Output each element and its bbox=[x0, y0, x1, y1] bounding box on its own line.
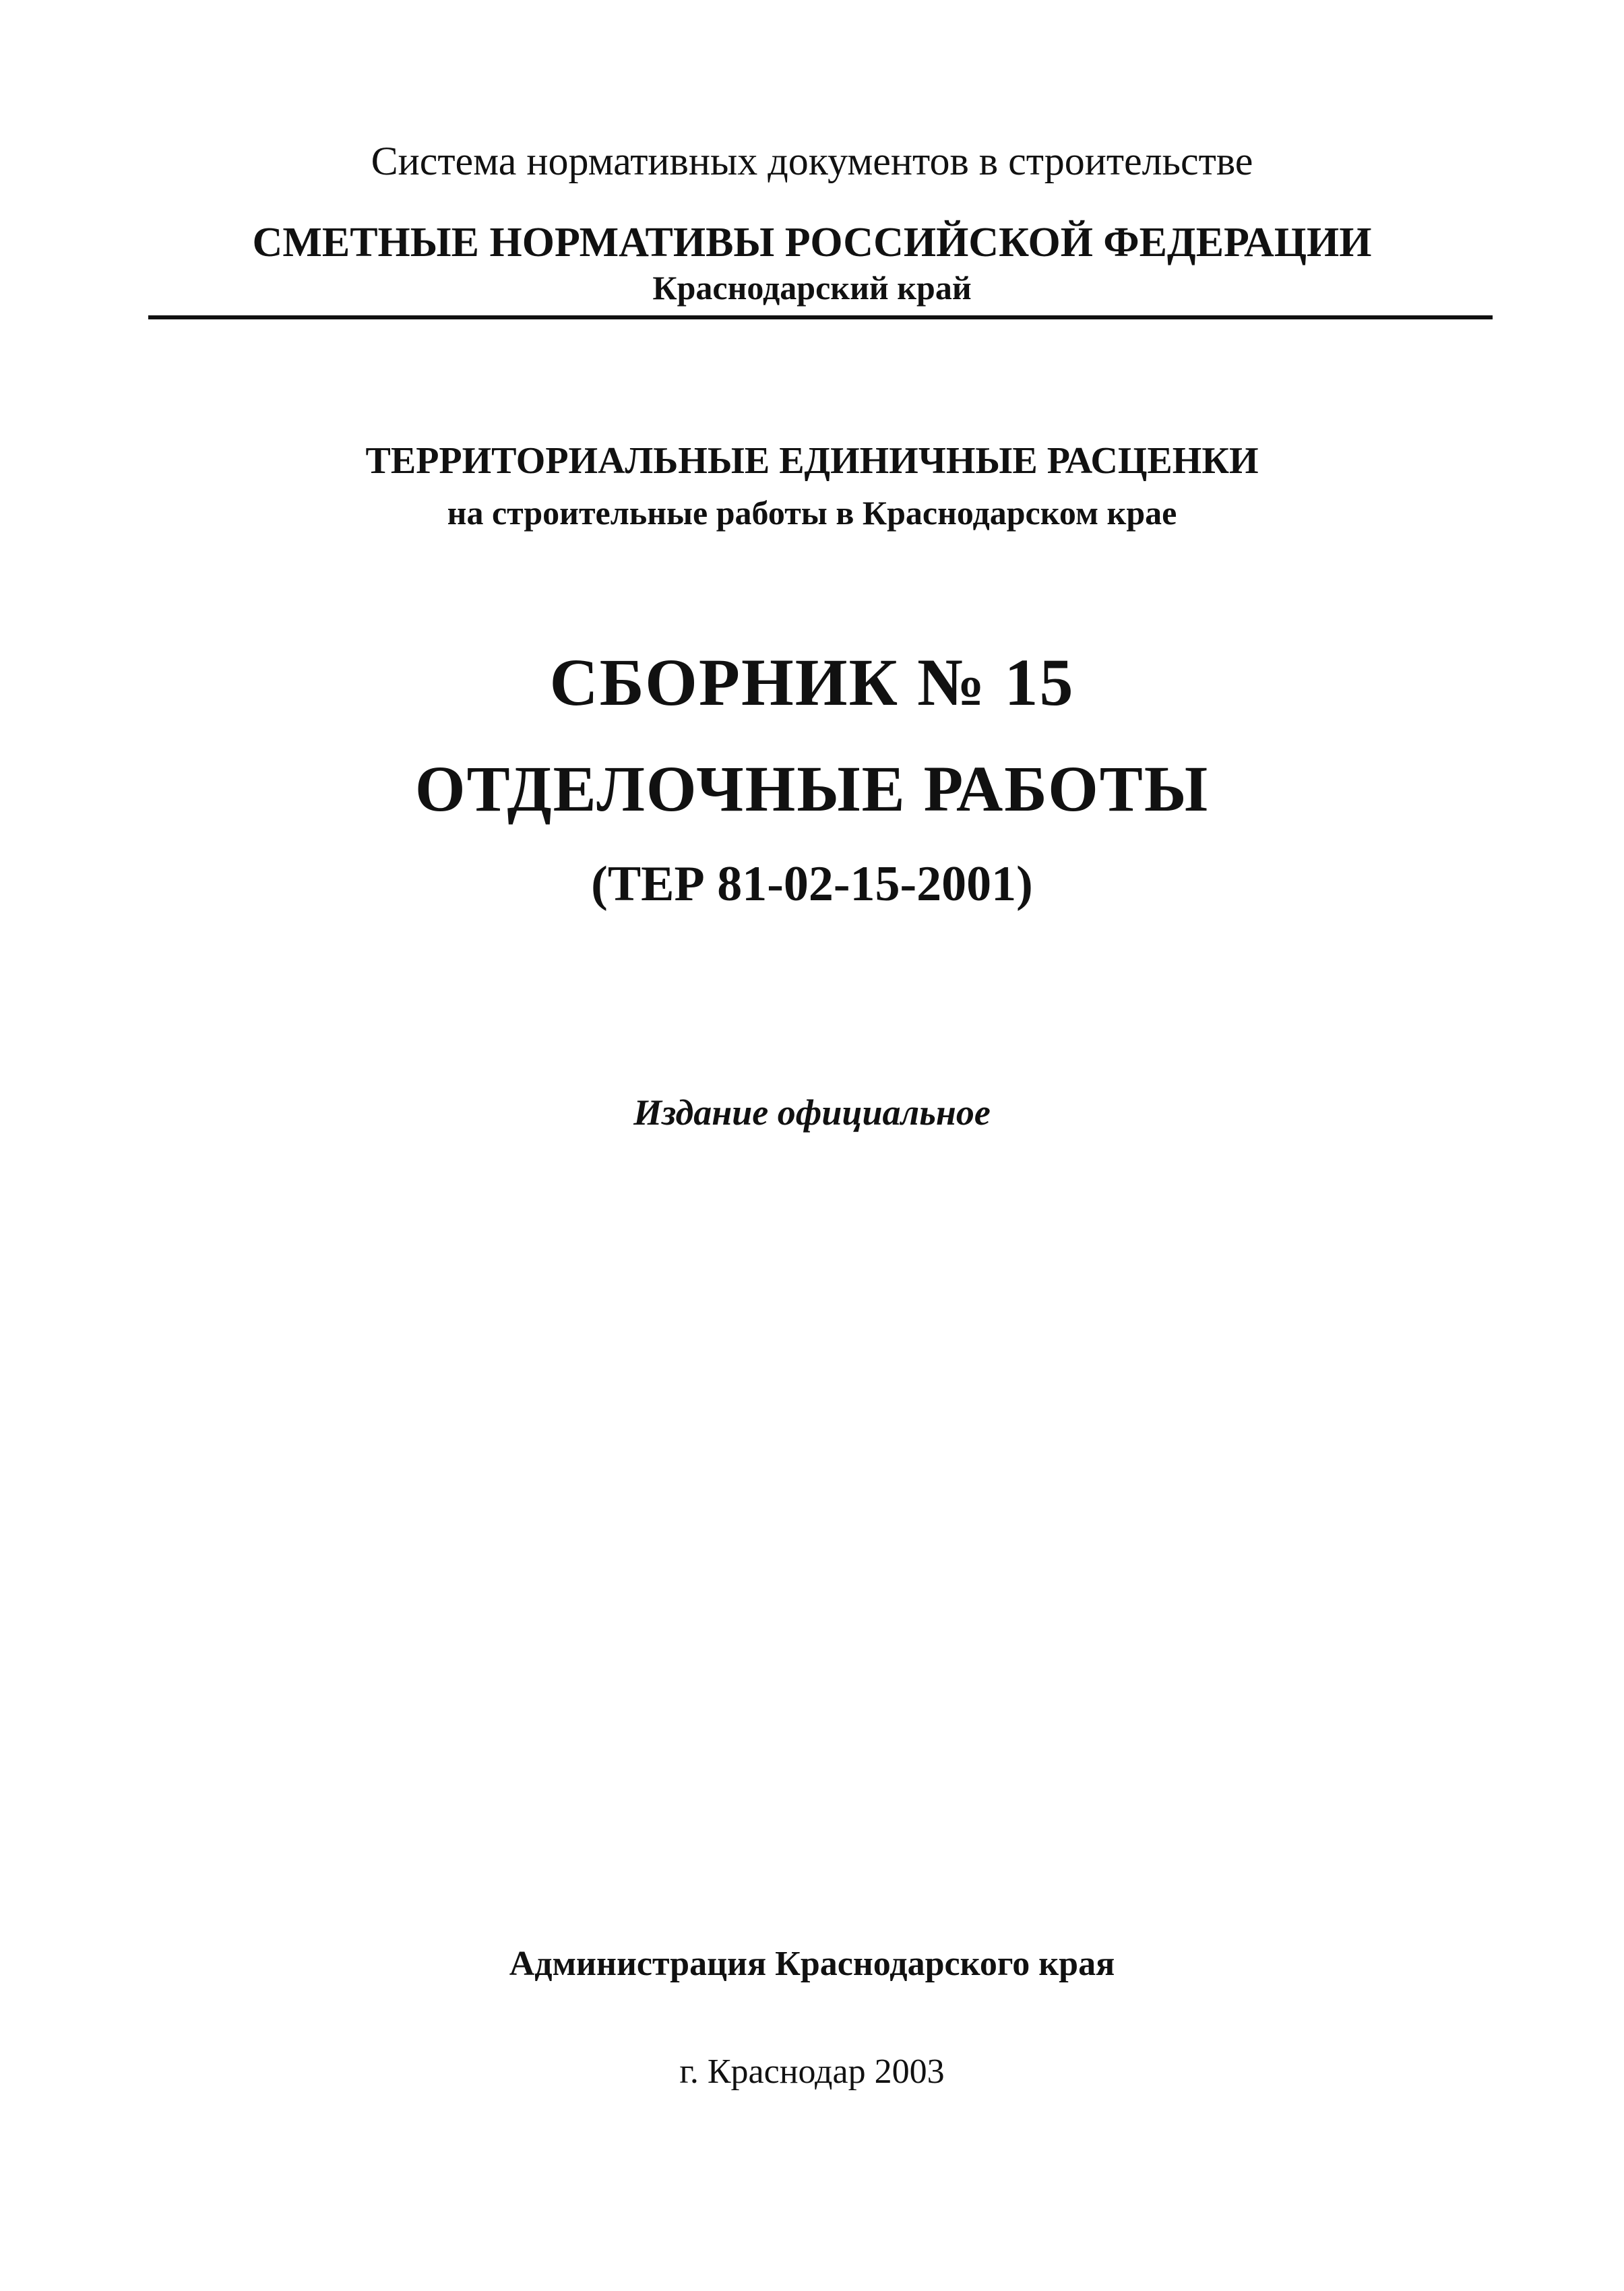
rates-title: ТЕРРИТОРИАЛЬНЫЕ ЕДИНИЧНЫЕ РАСЦЕНКИ bbox=[365, 440, 1259, 482]
place-year: г. Краснодар 2003 bbox=[679, 2052, 945, 2091]
edition-note: Издание официальное bbox=[633, 1092, 991, 1133]
works-title: ОТДЕЛОЧНЫЕ РАБОТЫ bbox=[414, 753, 1210, 825]
publisher: Администрация Краснодарского края bbox=[509, 1945, 1115, 1983]
document-code: (ТЕР 81-02-15-2001) bbox=[591, 856, 1033, 912]
system-line: Система нормативных документов в строительстве bbox=[371, 139, 1253, 183]
region-name: Краснодарский край bbox=[652, 269, 972, 307]
rates-subtitle: на строительные работы в Краснодарском крае bbox=[447, 494, 1177, 532]
norms-title: СМЕТНЫЕ НОРМАТИВЫ РОССИЙСКОЙ ФЕДЕРАЦИИ bbox=[252, 220, 1372, 265]
header-divider bbox=[148, 315, 1493, 319]
collection-title: СБОРНИК № 15 bbox=[549, 645, 1075, 720]
